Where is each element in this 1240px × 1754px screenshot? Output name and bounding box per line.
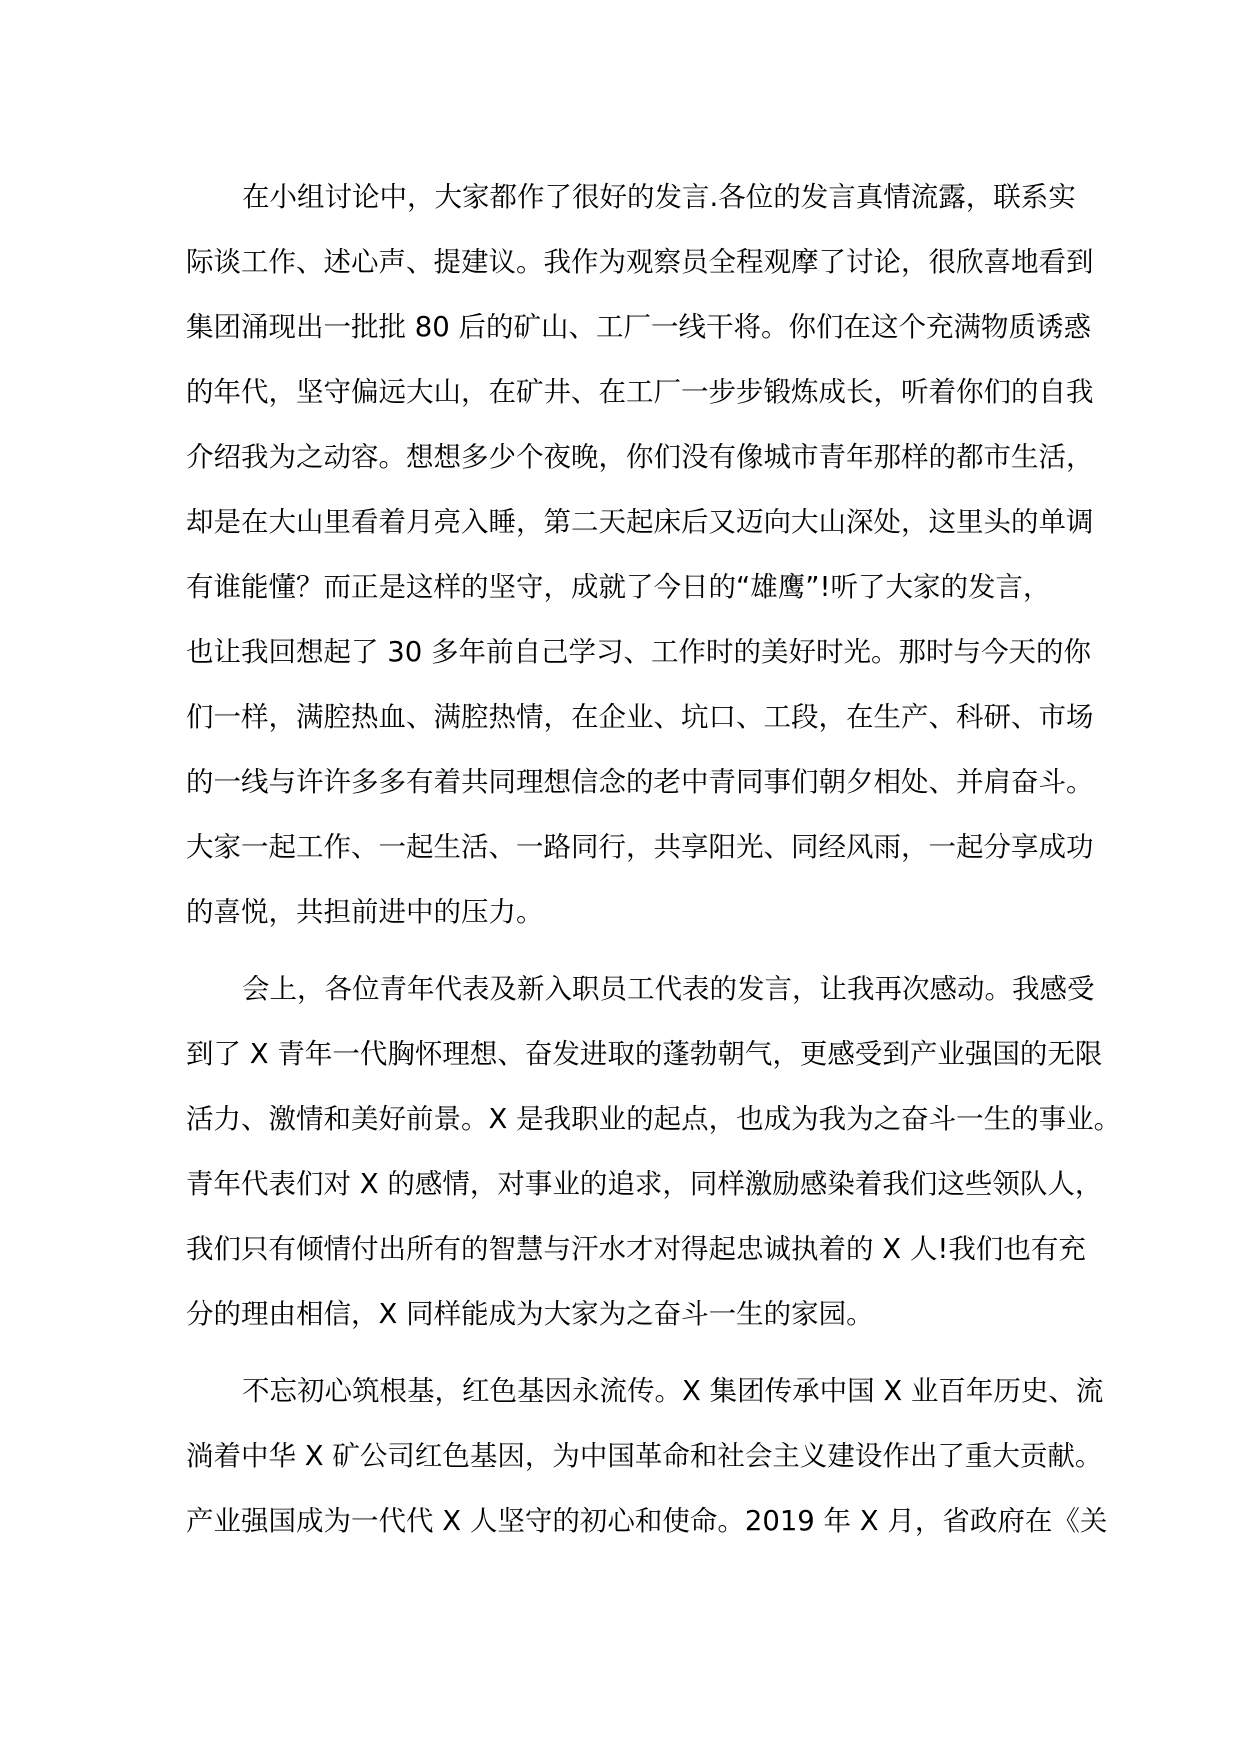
paragraph-line: 不忘初心筑根基，红色基因永流传。X 集团传承中国 X 业百年历史、流: [242, 1375, 1104, 1407]
paragraph-line: 际谈工作、述心声、提建议。我作为观察员全程观摩了讨论，很欣喜地看到: [186, 246, 1094, 278]
paragraph-line: 大家一起工作、一起生活、一路同行，共享阳光、同经风雨，一起分享成功: [186, 831, 1094, 863]
paragraph-line: 的年代，坚守偏远大山，在矿井、在工厂一步步锻炼成长，听着你们的自我: [186, 376, 1094, 408]
paragraph: [186, 968, 1122, 1358]
paragraph-line: 到了 X 青年一代胸怀理想、奋发进取的蓬勃朝气，更感受到产业强国的无限: [186, 1038, 1103, 1070]
paragraph-line: 在小组讨论中，大家都作了很好的发言.各位的发言真情流露，联系实: [242, 181, 1076, 213]
paragraph: [186, 176, 1094, 956]
paragraph-line: 分的理由相信，X 同样能成为大家为之奋斗一生的家园。: [186, 1298, 874, 1330]
paragraph-line: 们一样，满腔热血、满腔热情，在企业、坑口、工段，在生产、科研、市场: [186, 701, 1094, 733]
paragraph-line: 的一线与许许多多有着共同理想信念的老中青同事们朝夕相处、并肩奋斗。: [186, 766, 1094, 798]
paragraph-line: 却是在大山里看着月亮入睡，第二天起床后又迈向大山深处，这里头的单调: [186, 506, 1094, 538]
paragraph-line: 也让我回想起了 30 多年前自己学习、工作时的美好时光。那时与今天的你: [186, 636, 1091, 668]
paragraph-spacer: [186, 956, 1066, 968]
paragraph-line: 会上，各位青年代表及新入职员工代表的发言，让我再次感动。我感受: [242, 973, 1095, 1005]
paragraph-line: 的喜悦，共担前进中的压力。: [186, 896, 544, 928]
paragraph-line: 淌着中华 X 矿公司红色基因，为中国革命和社会主义建设作出了重大贡献。: [186, 1440, 1103, 1472]
paragraph-line: 有谁能懂？而正是这样的坚守，成就了今日的“雄鹰”!听了大家的发言，: [186, 571, 1051, 603]
paragraph-line: 活力、激情和美好前景。X 是我职业的起点，也成为我为之奋斗一生的事业。: [186, 1103, 1122, 1135]
paragraph-line: 青年代表们对 X 的感情，对事业的追求，同样激励感染着我们这些领队人，: [186, 1168, 1103, 1200]
paragraph-line: 集团涌现出一批批 80 后的矿山、工厂一线干将。你们在这个充满物质诱惑: [186, 311, 1091, 343]
paragraph-line: 介绍我为之动容。想想多少个夜晚，你们没有像城市青年那样的都市生活，: [186, 441, 1094, 473]
paragraph-line: 我们只有倾情付出所有的智慧与汗水才对得起忠诚执着的 X 人!我们也有充: [186, 1233, 1086, 1265]
paragraph-line: 产业强国成为一代代 X 人坚守的初心和使命。2019 年 X 月，省政府在《关: [186, 1505, 1108, 1537]
paragraph: [186, 1370, 1108, 1565]
paragraph-spacer: [186, 1358, 1066, 1370]
document-body: [186, 176, 1122, 1565]
